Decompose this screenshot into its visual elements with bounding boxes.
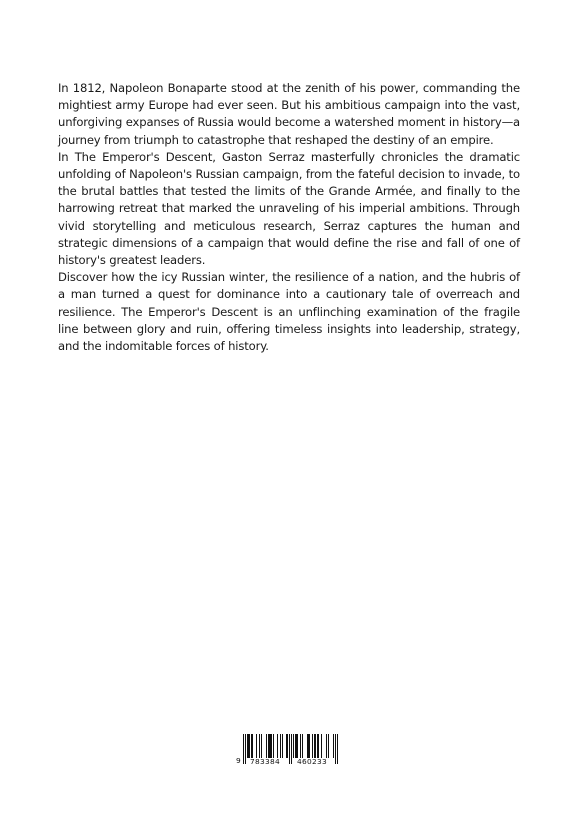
barcode-left-digits: 783384 [250,757,281,766]
barcode-bar [314,734,315,758]
description-paragraph-2: In The Emperor's Descent, Gaston Serraz masterfully chronicles the dramatic unfolding of Napoleon's Russian campaign, from the fateful decision to invade, to the brutal battles that tested the limits of the Grande Armée, and finally to the harrowing retreat that marked the unraveling of his imperial ambitions. Through vivid storytelling and meticulous research, Serraz captures the human and strategic dimensions of a campaign that would define the rise and fall of one of history's greatest leaders. [58,149,520,268]
barcode-right-digits: 460233 [297,757,328,766]
barcode-bar [308,734,309,758]
barcode-bar [321,734,322,758]
isbn-barcode [236,734,340,768]
barcode-bar [302,734,303,758]
barcode-bar [326,734,327,758]
barcode-guard-bar [335,734,336,764]
barcode-bar [286,734,287,758]
barcode-bar [252,734,253,758]
barcode-bar [271,734,272,758]
barcode-bar [300,734,301,758]
barcode-bar [269,734,270,758]
barcode-bar [280,734,281,758]
barcode-guard-bar [289,734,290,764]
barcode-bar [268,734,269,758]
barcode-bar [270,734,271,758]
barcode-bar [297,734,298,758]
barcode-guard-bar [243,734,244,764]
barcode-bar [248,734,249,758]
barcode-guard-bar [291,734,292,764]
barcode-bar [317,734,318,758]
barcode-guard-bar [337,734,338,764]
barcode-bar [315,734,316,758]
barcode-bar [249,734,250,758]
barcode-bar [273,734,274,758]
description-paragraph-3: Discover how the icy Russian winter, the resilience of a nation, and the hubris of a man turned a quest for dominance into a cautionary tale of overreach and resilience. The Emperor's Descent is an unflinching examination of the fragile line between glory and ruin, offering timeless insights into leadership, strategy, and the indomitable forces of history. [58,270,520,354]
barcode-bar [277,734,278,758]
barcode-bar [309,734,310,758]
barcode-bar [287,734,288,758]
barcode-bar [295,734,296,758]
book-description [58,80,520,355]
description-paragraph-1: In 1812, Napoleon Bonaparte stood at the zenith of his power, commanding the mightiest army Europe had ever seen. But his ambitious campaign into the vast, unforgiving expanses of Russia would become a watershed moment in history—a journey from triumph to catastrophe that reshaped the destiny of an empire. [58,81,520,147]
barcode-guard-bar [245,734,246,764]
barcode-bar [261,734,262,758]
barcode-bar [333,734,334,758]
barcode-lead-digit: 9 [236,756,242,765]
barcode-bar [296,734,297,758]
barcode-bar [293,734,294,758]
barcode-bar [247,734,248,758]
barcode-bar [266,734,267,758]
barcode-bar [307,734,308,758]
barcode-bar [328,734,329,758]
barcode-bar [251,734,252,758]
barcode-bar [312,734,313,758]
barcode-bar [259,734,260,758]
barcode-bar [256,734,257,758]
barcode-bar [282,734,283,758]
barcode-bar [318,734,319,758]
